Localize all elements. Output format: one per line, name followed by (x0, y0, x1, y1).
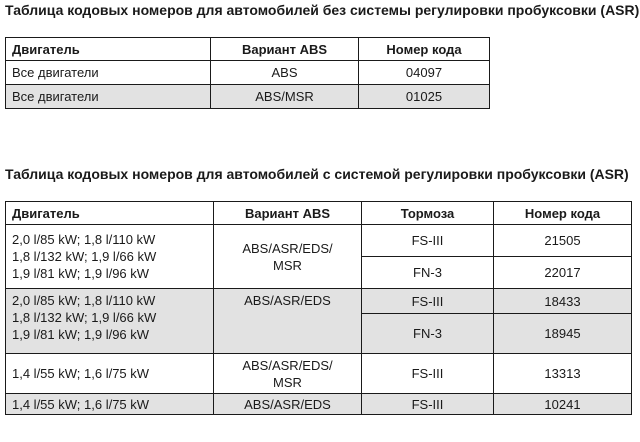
table-row (6, 289, 632, 314)
code-number-cell: 21505 (494, 225, 632, 257)
brakes-cell: FS-III (362, 394, 494, 415)
code-number-cell: 13313 (494, 354, 632, 394)
engine-cell: Все двигатели (6, 85, 211, 109)
table-row (6, 85, 490, 109)
abs-variant-cell: ABS/MSR (211, 85, 359, 109)
code-number-cell: 22017 (494, 257, 632, 289)
code-number-cell: 04097 (359, 61, 490, 85)
column-header-abs-variant: Вариант ABS (211, 38, 359, 61)
column-header-code-number: Номер кода (494, 202, 632, 225)
code-number-cell: 18945 (494, 314, 632, 354)
table1-title: Таблица кодовых номеров для автомобилей без системы регулировки пробуксовки (ASR) (5, 2, 640, 18)
table-row (6, 354, 632, 394)
table-without-asr (5, 37, 490, 109)
engine-cell: 1,4 l/55 kW; 1,6 l/75 kW (6, 354, 214, 394)
code-number-cell: 01025 (359, 85, 490, 109)
table-header-row (6, 202, 632, 225)
table-row (6, 61, 490, 85)
brakes-cell: FS-III (362, 354, 494, 394)
engine-cell: Все двигатели (6, 61, 211, 85)
table-with-asr (5, 201, 632, 415)
brakes-cell: FN-3 (362, 314, 494, 354)
table2-title: Таблица кодовых номеров для автомобилей с системой регулировки пробуксовки (ASR) (5, 166, 629, 182)
column-header-brakes: Тормоза (362, 202, 494, 225)
column-header-abs-variant: Вариант ABS (214, 202, 362, 225)
abs-variant-cell: ABS/ASR/EDS/ MSR (214, 225, 362, 289)
column-header-engine: Двигатель (6, 38, 211, 61)
code-number-cell: 18433 (494, 289, 632, 314)
brakes-cell: FS-III (362, 225, 494, 257)
abs-variant-cell: ABS/ASR/EDS/ MSR (214, 354, 362, 394)
table-row (6, 225, 632, 257)
engine-cell: 2,0 l/85 kW; 1,8 l/110 kW 1,8 l/132 kW; 1,9 l/66 kW 1,9 l/81 kW; 1,9 l/96 kW (6, 289, 214, 354)
abs-variant-cell: ABS/ASR/EDS (214, 289, 362, 354)
brakes-cell: FN-3 (362, 257, 494, 289)
engine-cell: 2,0 l/85 kW; 1,8 l/110 kW 1,8 l/132 kW; 1,9 l/66 kW 1,9 l/81 kW; 1,9 l/96 kW (6, 225, 214, 289)
column-header-code-number: Номер кода (359, 38, 490, 61)
abs-variant-cell: ABS (211, 61, 359, 85)
engine-cell: 1,4 l/55 kW; 1,6 l/75 kW (6, 394, 214, 415)
table-header-row (6, 38, 490, 61)
abs-variant-cell: ABS/ASR/EDS (214, 394, 362, 415)
code-number-cell: 10241 (494, 394, 632, 415)
brakes-cell: FS-III (362, 289, 494, 314)
table-row (6, 394, 632, 415)
column-header-engine: Двигатель (6, 202, 214, 225)
